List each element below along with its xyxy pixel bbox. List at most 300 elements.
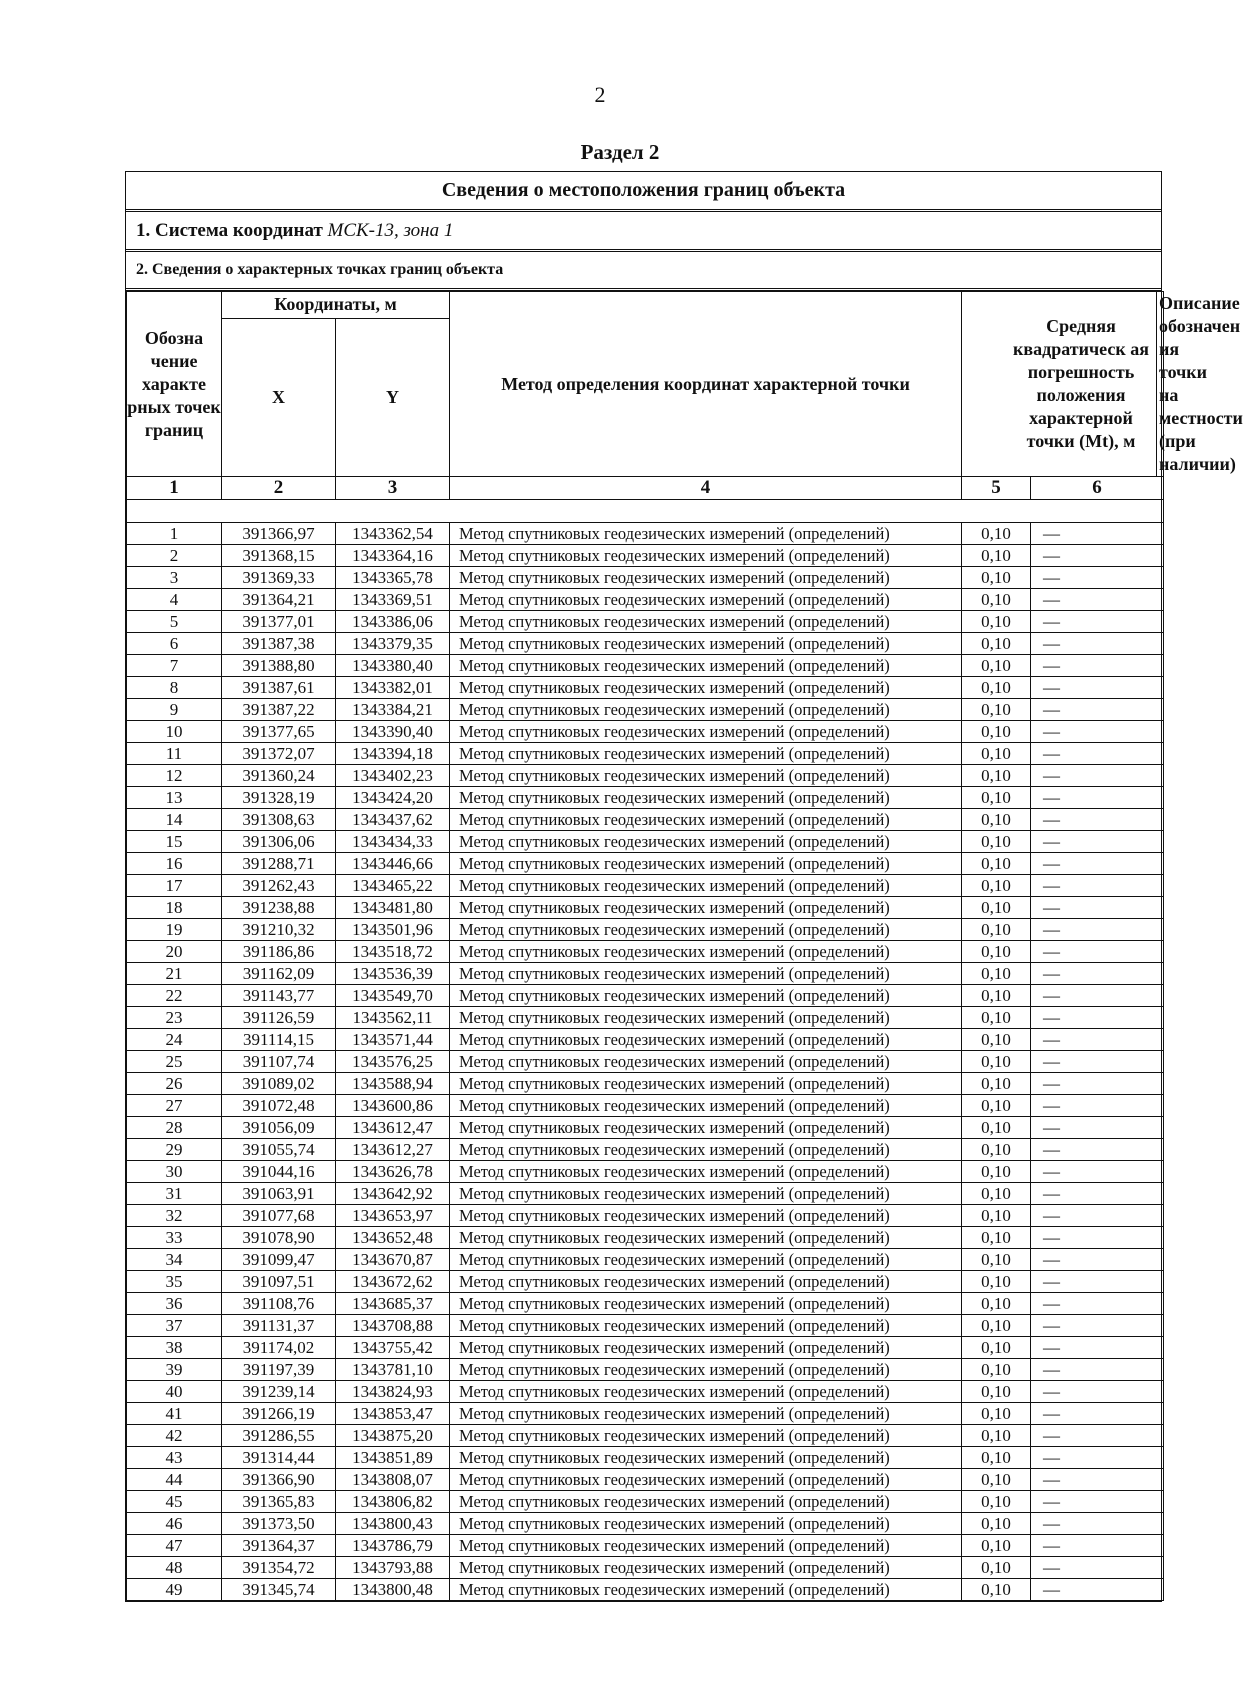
point-number-cell: 8 [127, 677, 222, 699]
point-number-cell: 26 [127, 1073, 222, 1095]
y-coordinate-cell: 1343481,80 [336, 897, 450, 919]
dash-mark: — [1043, 545, 1060, 565]
header-x: X [222, 318, 336, 476]
dash-mark: — [1043, 1359, 1060, 1379]
point-number-cell: 39 [127, 1359, 222, 1381]
precision-cell: 0,10 [962, 1557, 1031, 1579]
description-cell [1031, 1095, 1164, 1117]
x-coordinate-cell: 391197,39 [222, 1359, 336, 1381]
precision-cell: 0,10 [962, 633, 1031, 655]
y-coordinate-cell: 1343612,47 [336, 1117, 450, 1139]
x-coordinate-cell: 391364,37 [222, 1535, 336, 1557]
table-row [127, 1205, 1164, 1227]
x-coordinate-cell: 391126,59 [222, 1007, 336, 1029]
description-cell [1031, 1491, 1164, 1513]
x-coordinate-cell: 391365,83 [222, 1491, 336, 1513]
description-cell [1031, 1557, 1164, 1579]
point-number-cell: 13 [127, 787, 222, 809]
y-coordinate-cell: 1343501,96 [336, 919, 450, 941]
method-cell: Метод спутниковых геодезических измерений (определений) [450, 1425, 962, 1447]
y-coordinate-cell: 1343518,72 [336, 941, 450, 963]
x-coordinate-cell: 391314,44 [222, 1447, 336, 1469]
point-number-cell: 31 [127, 1183, 222, 1205]
method-cell: Метод спутниковых геодезических измерений (определений) [450, 1337, 962, 1359]
y-coordinate-cell: 1343642,92 [336, 1183, 450, 1205]
point-number-cell: 9 [127, 699, 222, 721]
point-number-cell: 22 [127, 985, 222, 1007]
y-coordinate-cell: 1343390,40 [336, 721, 450, 743]
dash-mark: — [1043, 1425, 1060, 1445]
table-row [127, 897, 1164, 919]
description-cell [1031, 1007, 1164, 1029]
precision-cell: 0,10 [962, 1161, 1031, 1183]
dash-mark: — [1043, 1139, 1060, 1159]
table-row [127, 743, 1164, 765]
description-cell [1031, 721, 1164, 743]
method-cell: Метод спутниковых геодезических измерений (определений) [450, 853, 962, 875]
table-row [127, 699, 1164, 721]
method-cell: Метод спутниковых геодезических измерений (определений) [450, 1161, 962, 1183]
precision-cell: 0,10 [962, 1271, 1031, 1293]
description-cell [1031, 1513, 1164, 1535]
point-number-cell: 24 [127, 1029, 222, 1051]
dash-mark: — [1043, 831, 1060, 851]
precision-cell: 0,10 [962, 1579, 1031, 1601]
point-number-cell: 14 [127, 809, 222, 831]
point-number-cell: 35 [127, 1271, 222, 1293]
table-row [127, 1579, 1164, 1601]
description-cell [1031, 1579, 1164, 1601]
point-number-cell: 44 [127, 1469, 222, 1491]
method-cell: Метод спутниковых геодезических измерений (определений) [450, 1293, 962, 1315]
method-cell: Метод спутниковых геодезических измерений (определений) [450, 875, 962, 897]
point-number-cell: 4 [127, 589, 222, 611]
x-coordinate-cell: 391089,02 [222, 1073, 336, 1095]
x-coordinate-cell: 391238,88 [222, 897, 336, 919]
column-number: 4 [450, 477, 962, 500]
y-coordinate-cell: 1343549,70 [336, 985, 450, 1007]
method-cell: Метод спутниковых геодезических измерений (определений) [450, 1557, 962, 1579]
precision-cell: 0,10 [962, 589, 1031, 611]
description-cell [1031, 523, 1164, 545]
table-row [127, 589, 1164, 611]
method-cell: Метод спутниковых геодезических измерений (определений) [450, 1139, 962, 1161]
x-coordinate-cell: 391372,07 [222, 743, 336, 765]
table-row [127, 1117, 1164, 1139]
point-number-cell: 16 [127, 853, 222, 875]
dash-mark: — [1043, 1579, 1060, 1599]
x-coordinate-cell: 391099,47 [222, 1249, 336, 1271]
x-coordinate-cell: 391162,09 [222, 963, 336, 985]
dash-mark: — [1043, 787, 1060, 807]
point-number-cell: 30 [127, 1161, 222, 1183]
description-cell [1031, 1425, 1164, 1447]
dash-mark: — [1043, 897, 1060, 917]
y-coordinate-cell: 1343562,11 [336, 1007, 450, 1029]
header-designation: Обозна чение характе рных точек границ [127, 292, 222, 477]
precision-cell: 0,10 [962, 1513, 1031, 1535]
method-cell: Метод спутниковых геодезических измерений (определений) [450, 1447, 962, 1469]
point-number-cell: 12 [127, 765, 222, 787]
method-cell: Метод спутниковых геодезических измерений (определений) [450, 787, 962, 809]
table-row [127, 1337, 1164, 1359]
y-coordinate-cell: 1343652,48 [336, 1227, 450, 1249]
method-cell: Метод спутниковых геодезических измерений (определений) [450, 1227, 962, 1249]
precision-cell: 0,10 [962, 985, 1031, 1007]
dash-mark: — [1043, 853, 1060, 873]
point-number-cell: 17 [127, 875, 222, 897]
dash-mark: — [1043, 1161, 1060, 1181]
dash-mark: — [1043, 1029, 1060, 1049]
x-coordinate-cell: 391131,37 [222, 1315, 336, 1337]
x-coordinate-cell: 391369,33 [222, 567, 336, 589]
dash-mark: — [1043, 655, 1060, 675]
precision-cell: 0,10 [962, 1469, 1031, 1491]
precision-cell: 0,10 [962, 1447, 1031, 1469]
precision-cell: 0,10 [962, 1051, 1031, 1073]
precision-cell: 0,10 [962, 655, 1031, 677]
y-coordinate-cell: 1343384,21 [336, 699, 450, 721]
description-cell [1031, 1183, 1164, 1205]
description-cell [1031, 699, 1164, 721]
description-cell [1031, 545, 1164, 567]
x-coordinate-cell: 391055,74 [222, 1139, 336, 1161]
table-row [127, 809, 1164, 831]
precision-cell: 0,10 [962, 1249, 1031, 1271]
dash-mark: — [1043, 1315, 1060, 1335]
x-coordinate-cell: 391364,21 [222, 589, 336, 611]
dash-mark: — [1043, 721, 1060, 741]
table-row [127, 1447, 1164, 1469]
spacer-row [127, 500, 1164, 523]
dash-mark: — [1043, 1381, 1060, 1401]
table-row [127, 721, 1164, 743]
x-coordinate-cell: 391266,19 [222, 1403, 336, 1425]
table-row [127, 1557, 1164, 1579]
description-cell [1031, 941, 1164, 963]
table-row [127, 1029, 1164, 1051]
point-number-cell: 32 [127, 1205, 222, 1227]
y-coordinate-cell: 1343612,27 [336, 1139, 450, 1161]
description-cell [1031, 919, 1164, 941]
method-cell: Метод спутниковых геодезических измерений (определений) [450, 1359, 962, 1381]
precision-cell: 0,10 [962, 1029, 1031, 1051]
table-row [127, 1359, 1164, 1381]
table-row [127, 1139, 1164, 1161]
dash-mark: — [1043, 611, 1060, 631]
dash-mark: — [1043, 1117, 1060, 1137]
dash-mark: — [1043, 1271, 1060, 1291]
point-number-cell: 42 [127, 1425, 222, 1447]
x-coordinate-cell: 391044,16 [222, 1161, 336, 1183]
method-cell: Метод спутниковых геодезических измерений (определений) [450, 1183, 962, 1205]
x-coordinate-cell: 391174,02 [222, 1337, 336, 1359]
description-cell [1031, 655, 1164, 677]
table-row [127, 1513, 1164, 1535]
point-number-cell: 19 [127, 919, 222, 941]
dash-mark: — [1043, 1249, 1060, 1269]
precision-cell: 0,10 [962, 897, 1031, 919]
dash-mark: — [1043, 1227, 1060, 1247]
point-number-cell: 41 [127, 1403, 222, 1425]
y-coordinate-cell: 1343588,94 [336, 1073, 450, 1095]
description-cell [1031, 1205, 1164, 1227]
dash-mark: — [1043, 1513, 1060, 1533]
point-number-cell: 45 [127, 1491, 222, 1513]
y-coordinate-cell: 1343382,01 [336, 677, 450, 699]
method-cell: Метод спутниковых геодезических измерений (определений) [450, 1469, 962, 1491]
description-cell [1031, 875, 1164, 897]
method-cell: Метод спутниковых геодезических измерений (определений) [450, 633, 962, 655]
precision-cell: 0,10 [962, 743, 1031, 765]
precision-cell: 0,10 [962, 919, 1031, 941]
method-cell: Метод спутниковых геодезических измерений (определений) [450, 1579, 962, 1601]
table-row [127, 1249, 1164, 1271]
description-cell [1031, 1381, 1164, 1403]
description-cell [1031, 1271, 1164, 1293]
point-number-cell: 38 [127, 1337, 222, 1359]
header-method: Метод определения координат характерной точки [450, 292, 962, 477]
description-cell [1031, 787, 1164, 809]
y-coordinate-cell: 1343875,20 [336, 1425, 450, 1447]
table-row [127, 567, 1164, 589]
precision-cell: 0,10 [962, 699, 1031, 721]
table-row [127, 523, 1164, 545]
y-coordinate-cell: 1343755,42 [336, 1337, 450, 1359]
x-coordinate-cell: 391186,86 [222, 941, 336, 963]
y-coordinate-cell: 1343708,88 [336, 1315, 450, 1337]
dash-mark: — [1043, 1447, 1060, 1467]
method-cell: Метод спутниковых геодезических измерений (определений) [450, 897, 962, 919]
description-cell [1031, 1117, 1164, 1139]
point-number-cell: 21 [127, 963, 222, 985]
description-cell [1031, 677, 1164, 699]
dash-mark: — [1043, 523, 1060, 543]
table-row [127, 985, 1164, 1007]
header-description: Описание обозначен ия точки на местности (при наличии) [1157, 292, 1164, 476]
x-coordinate-cell: 391210,32 [222, 919, 336, 941]
column-number: 6 [1031, 477, 1164, 500]
x-coordinate-cell: 391328,19 [222, 787, 336, 809]
description-cell [1031, 1293, 1164, 1315]
description-cell [1031, 1139, 1164, 1161]
method-cell: Метод спутниковых геодезических измерений (определений) [450, 1117, 962, 1139]
y-coordinate-cell: 1343786,79 [336, 1535, 450, 1557]
header-precision-description [962, 292, 1243, 477]
points-table [126, 291, 1243, 1601]
x-coordinate-cell: 391377,01 [222, 611, 336, 633]
table-row [127, 1381, 1164, 1403]
method-cell: Метод спутниковых геодезических измерений (определений) [450, 1491, 962, 1513]
x-coordinate-cell: 391377,65 [222, 721, 336, 743]
coordinate-system [126, 212, 1161, 252]
y-coordinate-cell: 1343362,54 [336, 523, 450, 545]
column-number: 3 [336, 477, 450, 500]
precision-cell: 0,10 [962, 809, 1031, 831]
point-number-cell: 43 [127, 1447, 222, 1469]
point-number-cell: 47 [127, 1535, 222, 1557]
dash-mark: — [1043, 743, 1060, 763]
method-cell: Метод спутниковых геодезических измерений (определений) [450, 589, 962, 611]
x-coordinate-cell: 391306,06 [222, 831, 336, 853]
y-coordinate-cell: 1343386,06 [336, 611, 450, 633]
point-number-cell: 48 [127, 1557, 222, 1579]
y-coordinate-cell: 1343394,18 [336, 743, 450, 765]
precision-cell: 0,10 [962, 765, 1031, 787]
description-cell [1031, 589, 1164, 611]
y-coordinate-cell: 1343600,86 [336, 1095, 450, 1117]
header-y: Y [336, 318, 450, 476]
method-cell: Метод спутниковых геодезических измерений (определений) [450, 831, 962, 853]
description-cell [1031, 743, 1164, 765]
method-cell: Метод спутниковых геодезических измерений (определений) [450, 1007, 962, 1029]
dash-mark: — [1043, 1469, 1060, 1489]
x-coordinate-cell: 391387,38 [222, 633, 336, 655]
x-coordinate-cell: 391056,09 [222, 1117, 336, 1139]
x-coordinate-cell: 391388,80 [222, 655, 336, 677]
x-coordinate-cell: 391387,61 [222, 677, 336, 699]
dash-mark: — [1043, 919, 1060, 939]
method-cell: Метод спутниковых геодезических измерений (определений) [450, 765, 962, 787]
method-cell: Метод спутниковых геодезических измерений (определений) [450, 655, 962, 677]
dash-mark: — [1043, 1403, 1060, 1423]
description-cell [1031, 1403, 1164, 1425]
y-coordinate-cell: 1343434,33 [336, 831, 450, 853]
section-title: Раздел 2 [580, 140, 660, 164]
dash-mark: — [1043, 1535, 1060, 1555]
method-cell: Метод спутниковых геодезических измерений (определений) [450, 545, 962, 567]
description-cell [1031, 831, 1164, 853]
x-coordinate-cell: 391354,72 [222, 1557, 336, 1579]
method-cell: Метод спутниковых геодезических измерений (определений) [450, 523, 962, 545]
description-cell [1031, 897, 1164, 919]
method-cell: Метод спутниковых геодезических измерений (определений) [450, 1051, 962, 1073]
method-cell: Метод спутниковых геодезических измерений (определений) [450, 743, 962, 765]
x-coordinate-cell: 391288,71 [222, 853, 336, 875]
precision-cell: 0,10 [962, 611, 1031, 633]
method-cell: Метод спутниковых геодезических измерений (определений) [450, 1249, 962, 1271]
x-coordinate-cell: 391373,50 [222, 1513, 336, 1535]
precision-cell: 0,10 [962, 875, 1031, 897]
y-coordinate-cell: 1343800,43 [336, 1513, 450, 1535]
table-row [127, 1161, 1164, 1183]
y-coordinate-cell: 1343364,16 [336, 545, 450, 567]
dash-mark: — [1043, 1007, 1060, 1027]
point-number-cell: 5 [127, 611, 222, 633]
precision-cell: 0,10 [962, 1117, 1031, 1139]
table-row [127, 1293, 1164, 1315]
y-coordinate-cell: 1343672,62 [336, 1271, 450, 1293]
precision-cell: 0,10 [962, 1403, 1031, 1425]
precision-cell: 0,10 [962, 1073, 1031, 1095]
precision-cell: 0,10 [962, 853, 1031, 875]
precision-cell: 0,10 [962, 567, 1031, 589]
point-number-cell: 15 [127, 831, 222, 853]
table-row [127, 1227, 1164, 1249]
y-coordinate-cell: 1343793,88 [336, 1557, 450, 1579]
x-coordinate-cell: 391114,15 [222, 1029, 336, 1051]
method-cell: Метод спутниковых геодезических измерений (определений) [450, 721, 962, 743]
table-row [127, 1183, 1164, 1205]
method-cell: Метод спутниковых геодезических измерений (определений) [450, 1095, 962, 1117]
description-cell [1031, 1227, 1164, 1249]
description-cell [1031, 633, 1164, 655]
coordinate-system-value: МСК-13, зона 1 [327, 220, 454, 241]
precision-cell: 0,10 [962, 1425, 1031, 1447]
precision-cell: 0,10 [962, 545, 1031, 567]
point-number-cell: 7 [127, 655, 222, 677]
y-coordinate-cell: 1343369,51 [336, 589, 450, 611]
table-row [127, 941, 1164, 963]
table-row [127, 1315, 1164, 1337]
method-cell: Метод спутниковых геодезических измерений (определений) [450, 1073, 962, 1095]
table-row [127, 1469, 1164, 1491]
table-row [127, 1007, 1164, 1029]
dash-mark: — [1043, 1557, 1060, 1577]
description-cell [1031, 1029, 1164, 1051]
x-coordinate-cell: 391077,68 [222, 1205, 336, 1227]
precision-cell: 0,10 [962, 831, 1031, 853]
block-title: Сведения о местоположения границ объекта [126, 172, 1161, 212]
point-number-cell: 33 [127, 1227, 222, 1249]
dash-mark: — [1043, 963, 1060, 983]
column-number: 1 [127, 477, 222, 500]
y-coordinate-cell: 1343379,35 [336, 633, 450, 655]
x-coordinate-cell: 391108,76 [222, 1293, 336, 1315]
y-coordinate-cell: 1343781,10 [336, 1359, 450, 1381]
coordinate-system-label: 1. Система координат [136, 220, 323, 241]
dash-mark: — [1043, 589, 1060, 609]
table-row [127, 1271, 1164, 1293]
table-row [127, 1535, 1164, 1557]
x-coordinate-cell: 391308,63 [222, 809, 336, 831]
table-row [127, 875, 1164, 897]
precision-cell: 0,10 [962, 1491, 1031, 1513]
x-coordinate-cell: 391078,90 [222, 1227, 336, 1249]
y-coordinate-cell: 1343685,37 [336, 1293, 450, 1315]
x-coordinate-cell: 391345,74 [222, 1579, 336, 1601]
x-coordinate-cell: 391366,97 [222, 523, 336, 545]
header-coordinates: Координаты, м [222, 292, 450, 319]
x-coordinate-cell: 391366,90 [222, 1469, 336, 1491]
precision-cell: 0,10 [962, 1007, 1031, 1029]
table-row [127, 919, 1164, 941]
x-coordinate-cell: 391286,55 [222, 1425, 336, 1447]
table-row [127, 1425, 1164, 1447]
precision-cell: 0,10 [962, 1359, 1031, 1381]
y-coordinate-cell: 1343465,22 [336, 875, 450, 897]
table-row [127, 765, 1164, 787]
boundary-table-frame [125, 171, 1243, 1602]
dash-mark: — [1043, 875, 1060, 895]
y-coordinate-cell: 1343670,87 [336, 1249, 450, 1271]
y-coordinate-cell: 1343853,47 [336, 1403, 450, 1425]
precision-cell: 0,10 [962, 1227, 1031, 1249]
method-cell: Метод спутниковых геодезических измерений (определений) [450, 1029, 962, 1051]
dash-mark: — [1043, 1095, 1060, 1115]
column-number: 5 [962, 477, 1031, 500]
description-cell [1031, 1249, 1164, 1271]
table-row [127, 677, 1164, 699]
method-cell: Метод спутниковых геодезических измерений (определений) [450, 567, 962, 589]
point-number-cell: 29 [127, 1139, 222, 1161]
description-cell [1031, 1051, 1164, 1073]
table-row [127, 1403, 1164, 1425]
description-cell [1031, 1161, 1164, 1183]
precision-cell: 0,10 [962, 941, 1031, 963]
x-coordinate-cell: 391143,77 [222, 985, 336, 1007]
description-cell [1031, 1447, 1164, 1469]
